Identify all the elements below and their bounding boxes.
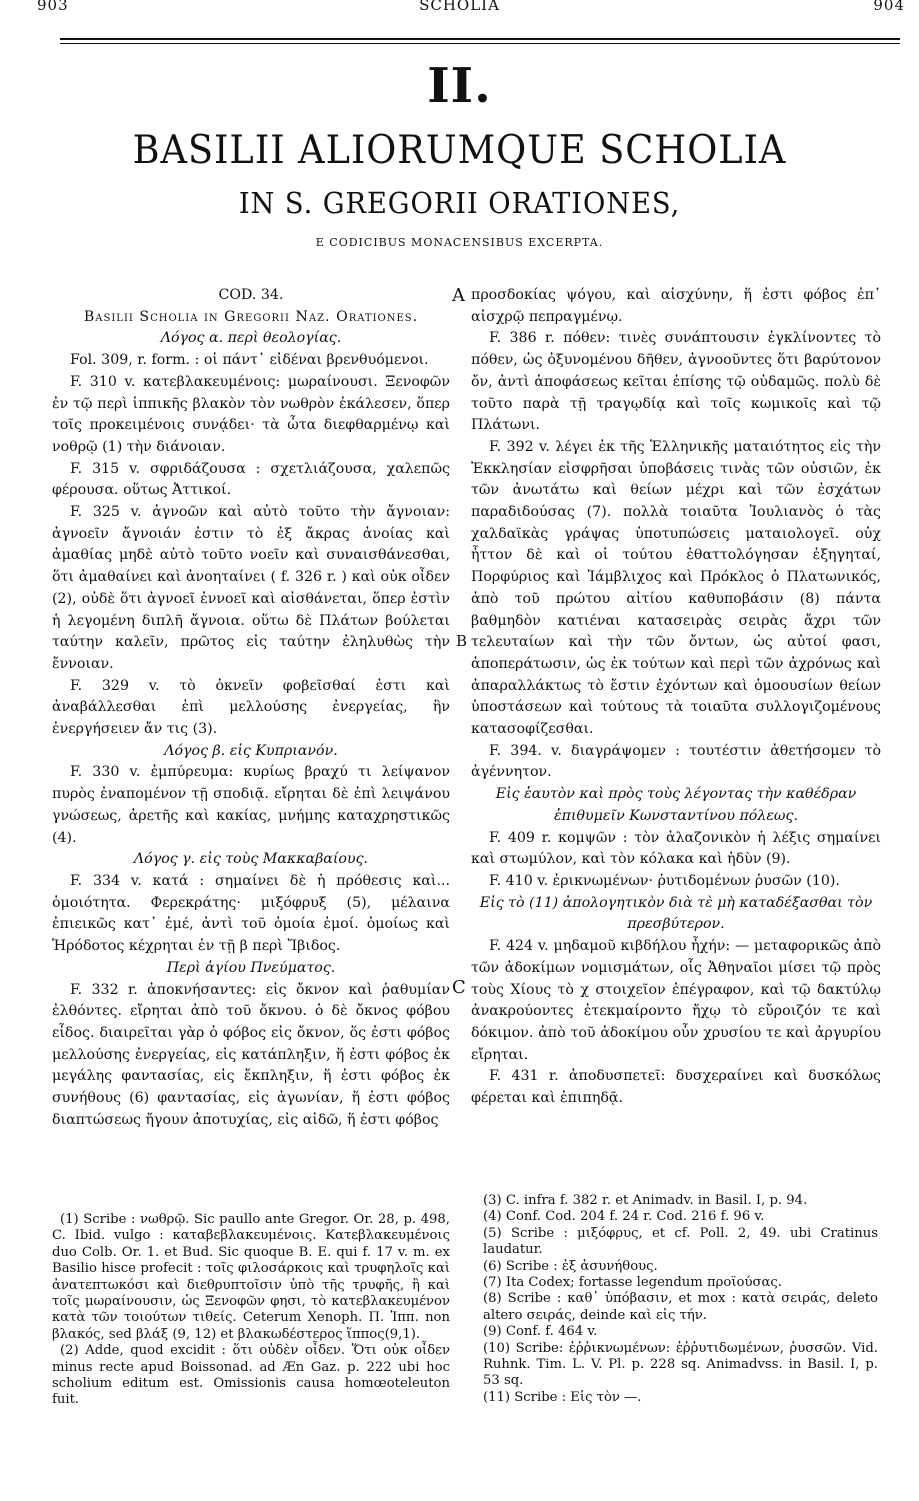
codex-heading: COD. 34. (218, 287, 284, 303)
scholion: F. 315 v. σφριδάζουσα : σχετλιάζουσα, χαλεπῶς φέρουσα. οὕτως Ἀττικοί. (52, 460, 450, 499)
scholion: F. 334 v. κατά : σημαίνει δὲ ἡ πρόθεσις καὶ... ὁμοιότητα. Φερεκράτης· μιξόφρυξ (5), μέλαινα ἐπιεικῶς κατ᾽ ἐμέ, ἀντὶ τοῦ ὁμοία ἐμοί. ὁμοίως καὶ Ἡρόδοτος κέχρηται ἐν τῇ β περὶ Ἴβιδος. (52, 872, 450, 955)
scholion: F. 394. v. διαγράψομεν : τουτέστιν ἀθετήσομεν τὸ ἀγέννητον. (471, 742, 881, 781)
oration-heading: Εἰς ἑαυτὸν καὶ πρὸς τοὺς λέγοντας τὴν καθέδραν ἐπιθυμεῖν Κωνσταντίνου πόλεως. (495, 786, 857, 824)
footnote: (11) Scribe : Εἰς τὸν —. (483, 1389, 642, 1405)
footnote: (6) Scribe : ἐξ ἀσυνήθους. (483, 1258, 658, 1274)
scholion: F. 392 v. λέγει ἐκ τῆς Ἑλληνικῆς ματαιότητος εἰς τὴν Ἐκκλησίαν εἰσφρῆσαι ὑποβάσεις τινὰς τῶν οὐσιῶν, ἐκ τῶν ἀνωτάτω καὶ θείων μέχρι καὶ τῶν ἐσχάτων παραδιδούσας (7). πολλὰ τοιαῦτα Ἰουλιανὸς ὁ τὰς χαλδαϊκὰς γράψας ὑποτυπώσεις ματαιολογεῖ. οὐχ ἧττον δὲ καὶ οἱ τούτου ἐθαττολόγησαν ἐξηγηταί, Πορφύριος καὶ Ἰάμβλιχος καὶ Πρόκλος ὁ Πλατωνικός, ἀπὸ τοῦ πρώτου αἰτίου καθυποβάσιν (8) πάντα βαθμηδὸν κατιέναι κατασειρὰς σειρὰς ἄχρι τῶν τελευταίων καὶ τὴν τῶν ὄντων, ὡς αὐτοί φασι, ἀποπεράτωσιν, ὡς ἐκ τούτων καὶ περὶ τῶν ἀχρόνως καὶ ἀπαραλλάκτως τὸ ἔστιν ἐχόντων καὶ ὁμοουσίων θείων ὑποστάσεων καὶ τούτους τὰ τοιαῦτα συλλογιζομένους κατασοφίζεσθαι. (471, 438, 881, 738)
footnote: (1) Scribe : νωθρῷ. Sic paullo ante Gregor. Or. 28, p. 498, C. Ibid. vulgo : καταβεβλακευμένοις. Κατεβλακευμένοις duo Colb. Or. 1. et Bud. Sic quoque B. E. qui f. 17 v. m. ex Basilio hisce profecit : τοῖς φιλοσάρκοις καὶ τρυφηλοῖς καὶ ἀνατεπτωκόσι καὶ διεθρυπτοῖσιν ὑπὸ τῆς τρυφῆς, ἢ καὶ τοῖς μωραίνουσιν, ὡς Ξενοφῶν φησι, τὸ κατεβλακευμένον κατὰ τῶν τοιούτων τιθείς. Ceterum Xenoph. Π. Ἱππ. non βλακός, sed βλάξ (9, 12) et βλακωδέστερος ἵππος(9,1). (52, 1212, 450, 1342)
page-number-right: 904 (873, 0, 905, 14)
section-numeral: II. (427, 58, 492, 114)
oration-heading: Εἰς τὸ (11) ἀπολογητικὸν διὰ τὲ μὴ καταδέξασθαι τὸν πρεσβύτερον. (479, 894, 873, 933)
oration-heading: Λόγος β. εἰς Κυπριανόν. (164, 742, 338, 759)
scholion: F. 386 r. πόθεν: τινὲς συνάπτουσιν ἐγκλίνοντες τὸ πόθεν, ὡς ὀξυνομένου δῆθεν, ἀγνοοῦντες ὅτι βαρύτονον ὄν, ἀντὶ ἀποφάσεως κεῖται ἐπίσης τῷ οὐδαμῶς. πολὺ δὲ τοῦτο παρὰ τῇ τραγῳδίᾳ καὶ τοῖς κωμικοῖς καὶ τῷ Πλάτωνι. (471, 330, 881, 434)
left-column (52, 285, 450, 1131)
scholion: F. 431 r. ἀποδυσπετεῖ: δυσχεραίνει καὶ δυσκόλως φέρεται καὶ ἐπιπηδᾷ. (471, 1068, 881, 1107)
footnote: (5) Scribe : μιξόφρυς, et cf. Poll. 2, 49. ubi Cratinus laudatur. (483, 1225, 878, 1258)
scholion: F. 310 v. κατεβλακευμένοις: μωραίνουσι. Ξενοφῶν ἐν τῷ περὶ ἱππικῆς βλακὸν τὸν νωθρὸν ἐκάλεσεν, ὅπερ τοῖς προκειμένοις συνᾴδει· τὰ ὦτα διεφθαρμένῳ καὶ νοθρῷ (1) τὴν διάνοιαν. (52, 373, 450, 455)
page-number-left: 903 (37, 0, 69, 14)
header-rule-thin (60, 43, 900, 44)
codex-subheading: Basilii Scholia in Gregorii Naz. Orationes. (83, 308, 419, 325)
header-rule (60, 38, 900, 40)
footnote: (8) Scribe : καθ᾽ ὑπόβασιν, et mox : κατὰ σειράς, deleto altero σειράς, deinde καὶ εἰς τήν. (483, 1291, 878, 1323)
oration-heading: Λόγος γ. εἰς τοὺς Μακκαβαίους. (133, 851, 369, 868)
footnotes-right (483, 1193, 878, 1406)
running-title: SCHOLIA (419, 0, 500, 14)
footnote: (3) C. infra f. 382 r. et Animadv. in Basil. I, p. 94. (483, 1193, 808, 1208)
margin-letter-a: A (452, 285, 465, 306)
main-title: BASILII ALIORUMQUE SCHOLIA (132, 128, 787, 173)
scholion: F. 325 v. ἀγνοῶν καὶ αὐτὸ τοῦτο τὴν ἄγνοιαν: ἀγνοεῖν ἄγνοιάν ἐστιν τὸ ἐξ ἄκρας ἀνοίας καὶ ἀμαθίας μηδὲ αὐτὸ τοῦτο νοεῖν καὶ συναισθάνεσθαι, ὅτι ἀμαθαίνει καὶ ἀνοηταίνει ( f. 326 r. ) καὶ οὐκ οἶδεν (2), οὐδὲ ὅτι ἀγνοεῖ ἐννοεῖ καὶ αἰσθάνεται, ὅπερ ἐστὶν ἡ λεγομένη διπλῆ ἄγνοια. οὕτω δὲ Πλάτων βούλεται ταύτην καλεῖν, πρῶτος εἰς ταύτην ἐληλυθὼς τὴν ἔννοιαν. (52, 504, 450, 672)
scholion: Fol. 309, r. form. : οἱ πάντ᾽ εἰδέναι βρενθυόμενοι. (70, 352, 429, 369)
right-column (471, 285, 881, 1110)
subtitle-source: E CODICIBUS MONACENSIBUS EXCERPTA. (315, 236, 604, 249)
scholion: F. 330 v. ἐμπύρευμα: κυρίως βραχύ τι λείψανον πυρὸς ἐναπομένον τῇ σποδιᾷ. εἴρηται δὲ ἐπὶ λειψάνου γνώσεως, ἀρετῆς καὶ κακίας, μνήμης καταχρηστικῶς (4). (52, 764, 450, 846)
footnote: (7) Ita Codex; fortasse legendum προϊούσας. (483, 1275, 782, 1291)
footnote: (10) Scribe: ἐῤῥικνωμένων: ἐῤῥυτιδωμένων, ῥυσσῶν. Vid. Ruhnk. Tim. L. V. Pl. p. 228 sq. Animadvss. in Basil. I, p. 53 sq. (483, 1340, 878, 1389)
footnote: (9) Conf. f. 464 v. (483, 1324, 598, 1340)
footnote: (2) Adde, quod excidit : ὅτι οὐδὲν οἶδεν. Ὅτι οὐκ οἶδεν minus recte apud Boissonad. ad Æn Gaz. p. 222 ubi hoc scholium editum est. Omissionis causa homœoteleuton fuit. (52, 1343, 450, 1408)
running-header (0, 0, 919, 16)
oration-heading: Λόγος α. περὶ θεολογίας. (160, 330, 342, 347)
margin-letter-b: B (456, 632, 468, 650)
scholion: F. 329 v. τὸ ὀκνεῖν φοβεῖσθαί ἐστι καὶ ἀναβάλλεσθαι ἐπὶ μελλούσης ἐνεργείας, ἣν ἐνεργήσειεν ἄν τις (3). (52, 677, 450, 738)
scholion: F. 410 v. ἐρικνωμένων· ῥυτιδομένων ῥυσῶν (10). (489, 872, 840, 889)
footnotes-left (52, 1212, 450, 1409)
scholion-continued: προσδοκίας ψόγου, καὶ αἰσχύνην, ἥ ἐστι φόβος ἐπ᾽ αἰσχρῷ πεπραγμένῳ. (471, 287, 881, 325)
margin-letter-c: C (452, 977, 466, 998)
oration-heading: Περὶ ἁγίου Πνεύματος. (166, 959, 336, 976)
scholion: F. 332 r. ἀποκνήσαντες: εἰς ὄκνον καὶ ῥαθυμίαν ἐλθόντες. εἴρηται ἀπὸ τοῦ ὄκνου. ὁ δὲ ὄκνος φόβου εἶδος. διαιρεῖται γὰρ ὁ φόβος εἰς ὄκνον, ὅς ἐστι φόβος μελλούσης ἐνεργείας, εἰς κατάπληξιν, ἥ ἐστι φόβος ἐκ μεγάλης φαντασίας, εἰς ἔκπληξιν, ἥ ἐστι φόβος ἐκ συνήθους (6) φαντασίας, εἰς ἀγωνίαν, ἥ ἐστι φόβος διαπτώσεως ἤγουν ἀποτυχίας, εἰς αἰδῶ, ἥ ἐστι φόβος (52, 981, 450, 1128)
footnote: (4) Conf. Cod. 204 f. 24 r. Cod. 216 f. 96 v. (483, 1209, 765, 1225)
subtitle: IN S. GREGORII ORATIONES, (238, 186, 681, 220)
scholion: F. 424 v. μηδαμοῦ κιβδήλου ἦχήν: — μεταφορικῶς ἀπὸ τῶν ἀδοκίμων νομισμάτων, οἷς Ἀθηναῖοι μίσει τῷ πρὸς τοὺς Χίους τὸ χ στοιχεῖον ἐπέγραφον, καὶ τῷ δακτύλῳ ἀνακρούοντες ἐτεκμαίροντο ἤχῳ τὸ εὔροιζόν τε καὶ δόκιμον. ἀπὸ τοῦ ἀδοκίμου οὖν χρυσίου τε καὶ ἀργυρίου εἴρηται. (471, 938, 881, 1063)
scholion: F. 409 r. κομψῶν : τὸν ἀλαζονικὸν ἡ λέξις σημαίνει καὶ στωμύλον, καὶ τὸν κόλακα καὶ ἡδὺν (9). (471, 829, 881, 868)
